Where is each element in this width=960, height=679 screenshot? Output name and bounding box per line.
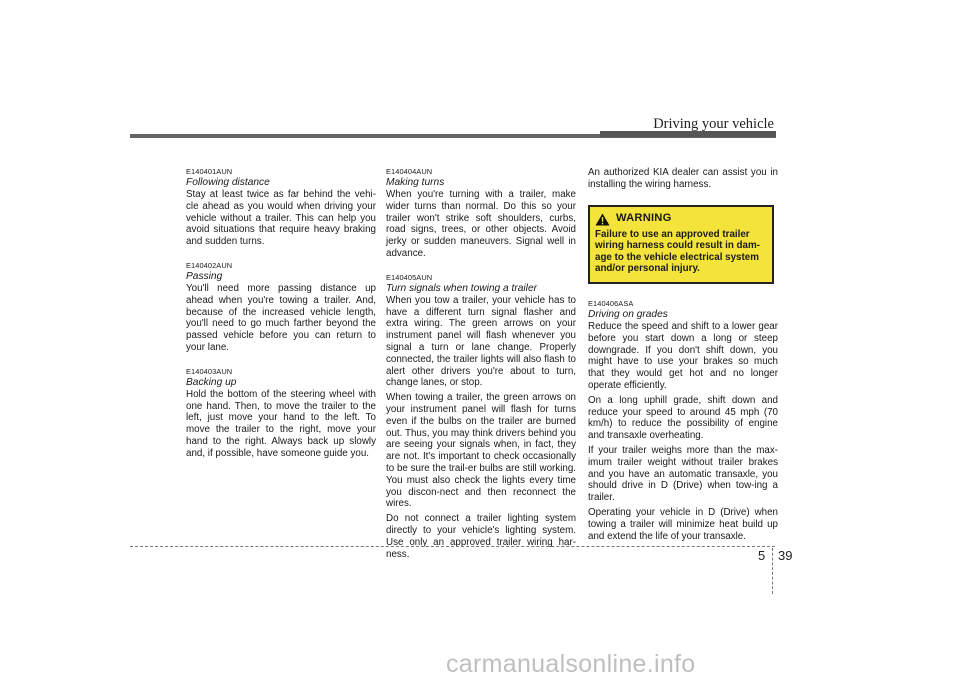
warning-triangle-icon (595, 213, 610, 226)
section-paragraph: Stay at least twice as far behind the vehi-cle ahead as you would when driving your vehicle without a trailer. This can help you avoid situations that require heavy braking and sudden turns. (186, 189, 376, 248)
section-heading: Turn signals when towing a trailer (386, 282, 537, 294)
section-paragraph: Do not connect a trailer lighting system directly to your vehicle's lighting system. Use only an approved trailer wiring har-ness. (386, 513, 576, 560)
section-number: 5 (758, 548, 766, 563)
column-middle (386, 167, 576, 573)
intro-paragraph: An authorized KIA dealer can assist you in installing the wiring harness. (588, 167, 778, 190)
section-heading: Backing up (186, 376, 237, 388)
section-heading: Following distance (186, 177, 270, 188)
section-making-turns (386, 167, 576, 260)
section-paragraph: When you're turning with a trailer, make wider turns than normal. Do this so your trailer won't strike soft shoulders, curbs, road signs, trees, or other objects. Avoid jerky or sudden maneuvers. Signal well in advance. (386, 189, 576, 259)
watermark: carmanualsonline.info (446, 650, 696, 678)
page-number: 39 (778, 548, 793, 563)
section-paragraph: On a long uphill grade, shift down and reduce your speed to around 45 mph (70 km/h) to reduce the possibility of engine and transaxle overheating. (588, 394, 778, 442)
section-paragraph: If your trailer weighs more than the max-imum trailer weight without trailer brakes and you have an automatic transaxle, you should drive in D (Drive) when tow-ing a trailer. (588, 444, 778, 504)
section-paragraph: When you tow a trailer, your vehicle has to have a different turn signal flasher and extra wiring. The green arrows on your instrument panel will flash whenever you signal a turn or lane change. Properly connected, the trailer lights will also flash to alert other drivers you're about to turn, change lanes, or stop. (386, 294, 576, 389)
column-left (186, 167, 376, 473)
section-code: E140401AUN (186, 167, 233, 176)
footer-rule (130, 546, 775, 547)
warning-text: Failure to use an approved trailer wiring harness could result in dam-age to the vehicle electrical system and/or personal injury. (595, 228, 760, 275)
section-paragraph: Reduce the speed and shift to a lower gear before you start down a long or steep downgrade. If you don't shift down, you might have to use your brakes so much that they would get hot and no longer operate efficiently. (588, 320, 778, 391)
section-paragraph: Hold the bottom of the steering wheel with one hand. Then, to move the trailer to the left, just move your hand to the left. To move the trailer to the right, move your hand to the right. Always back up slowly and, if possible, have someone guide you. (186, 388, 376, 459)
section-heading: Passing (186, 270, 223, 282)
warning-title: WARNING (616, 212, 672, 225)
warning-box (588, 205, 774, 284)
section-code: E140402AUN (186, 260, 233, 270)
section-paragraph: You'll need more passing distance up ahead when you're towing a trailer. And, because of the increased vehicle length, you'll need to go much farther beyond the passed vehicle before you can return to your lane. (186, 282, 376, 353)
section-passing (186, 261, 376, 354)
section-driving-on-grades (588, 299, 778, 542)
section-turn-signals (386, 273, 576, 561)
section-backing-up (186, 367, 376, 460)
section-paragraph: When towing a trailer, the green arrows on your instrument panel will flash for turns even if the bulbs on the trailer are burned out. Thus, you may think drivers behind you are seeing your signals when, in fact, they are not. It's important to check occasionally to be sure the trail-er bulbs are still working. You must also check the lights every time you discon-nect and then reconnect the wires. (386, 392, 576, 510)
section-heading: Driving on grades (588, 308, 668, 320)
section-code: E140406ASA (588, 298, 634, 308)
section-code: E140403AUN (186, 366, 233, 376)
page-header-title: Driving your vehicle (653, 116, 774, 132)
section-code: E140405AUN (386, 272, 433, 282)
warning-header (595, 213, 766, 226)
section-code: E140404AUN (386, 167, 433, 176)
column-right (588, 167, 778, 555)
section-following-distance (186, 167, 376, 248)
section-paragraph: Operating your vehicle in D (Drive) when towing a trailer will minimize heat build up and extend the life of your transaxle. (588, 506, 778, 542)
section-heading: Making turns (386, 177, 445, 188)
page-number-divider (772, 548, 773, 594)
